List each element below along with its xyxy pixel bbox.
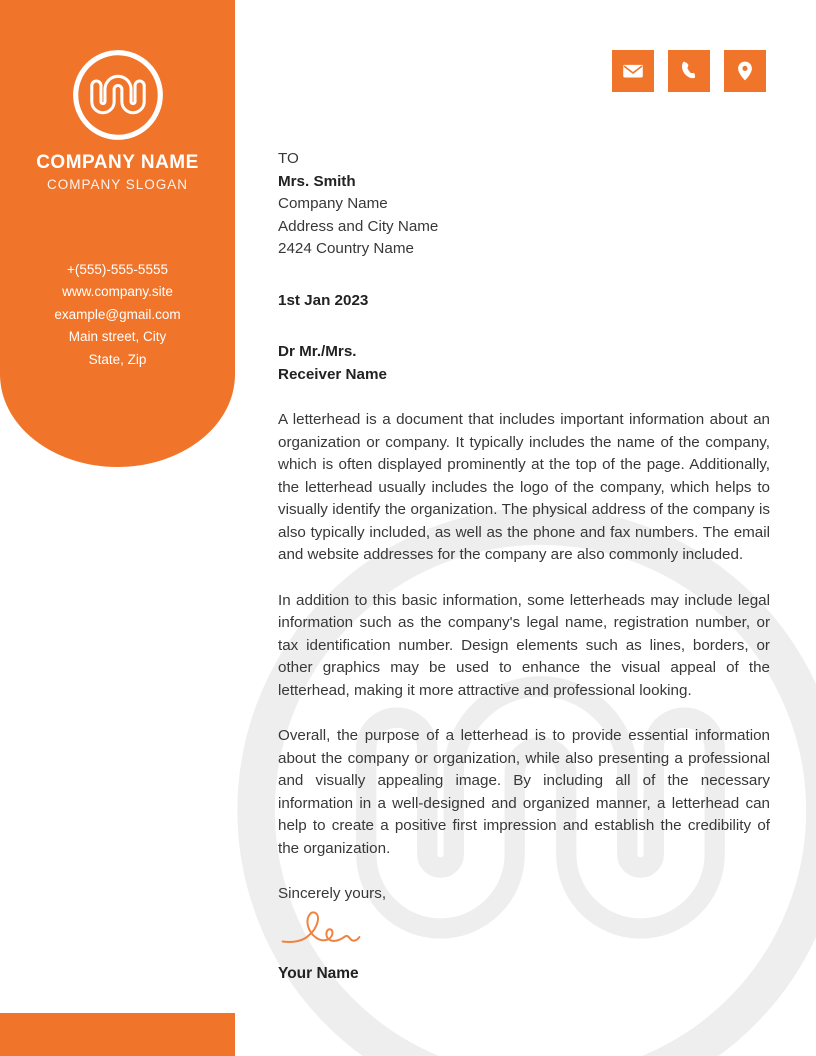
recipient-label: TO — [278, 150, 299, 167]
recipient-country: 2424 Country Name — [278, 240, 414, 257]
signer-name: Your Name — [278, 965, 359, 982]
paragraph-3: Overall, the purpose of a letterhead is to provide essential information about the company or organization, while also presenting a professional and visually appealing image. By including all of the necessary information in a well-designed and organized manner, a letterhead can help to create a positive first impression and establish the credibility of the organization. — [278, 727, 770, 857]
sidebar-panel — [0, 0, 235, 467]
recipient-block — [278, 148, 770, 261]
signature-scribble — [280, 908, 376, 954]
paragraph-1: A letterhead is a document that includes important information about an organization or company. It typically includes the name of the company, which is often displayed prominently at the top of the page. Additionally, the letterhead usually includes the logo of the company, which helps to visually identify the organization. The physical address of the company is also typically included, as well as the phone and fax numbers. The email and website addresses for the company are also commonly included. — [278, 411, 770, 563]
paragraph-2: In addition to this basic information, some letterheads may include legal information such as the company's legal name, registration number, or tax identification number. Design elements such as lines, borders, or other graphics may be used to enhance the visual appeal of the letterhead, making it more attractive and professional looking. — [278, 591, 770, 699]
recipient-address: Address and City Name — [278, 217, 439, 235]
closing-phrase: Sincerely yours, — [278, 885, 387, 902]
contact-email: example@gmail.com — [54, 306, 181, 322]
company-name: COMPANY NAME — [36, 152, 199, 173]
letter-body — [278, 148, 770, 986]
contact-address-line1: Main street, City — [68, 329, 167, 345]
letter-date: 1st Jan 2023 — [278, 291, 369, 309]
salutation-block — [278, 341, 770, 386]
recipient-company: Company Name — [278, 195, 388, 212]
phone-icon — [668, 50, 710, 92]
salutation-line1: Dr Mr./Mrs. — [278, 343, 357, 360]
header-icon-row — [612, 50, 766, 92]
contact-block — [0, 259, 235, 371]
company-slogan: COMPANY SLOGAN — [46, 177, 189, 192]
company-logo-icon — [71, 48, 165, 142]
recipient-name: Mrs. Smith — [278, 172, 356, 190]
contact-phone: +(555)-555-5555 — [67, 262, 168, 277]
salutation-line2: Receiver Name — [278, 365, 387, 383]
location-icon — [724, 50, 766, 92]
footer-accent-bar — [0, 1013, 235, 1056]
contact-website: www.company.site — [62, 284, 173, 300]
contact-address-line2: State, Zip — [88, 351, 147, 367]
mail-icon — [612, 50, 654, 92]
